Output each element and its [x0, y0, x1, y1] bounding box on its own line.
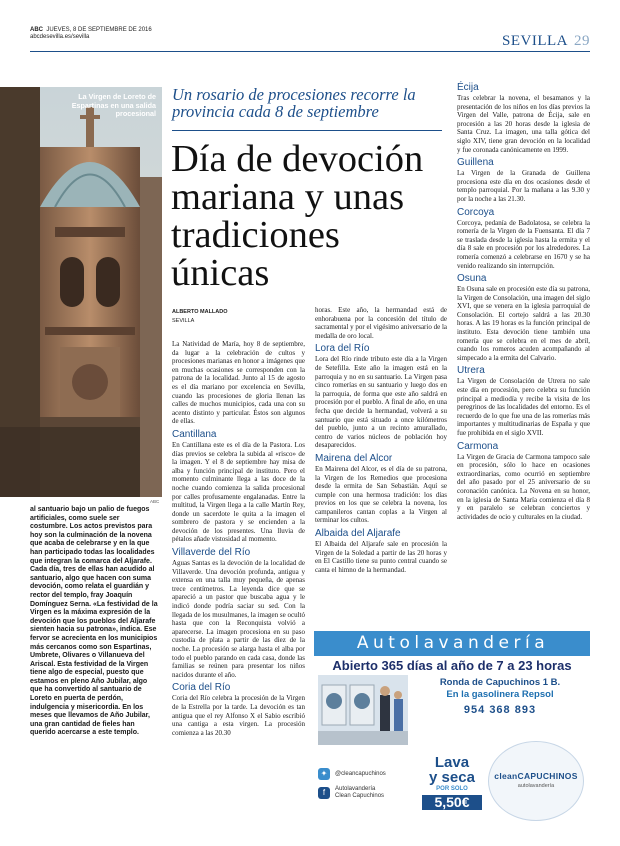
section-body-utrera: La Virgen de Consolación de Utrera no sale este día en procesión, pero celebra su función principal a mediodía y recibe la visita de los peregrinos de las localidades del entorno. Es el recuerdo de lo que fue una de las romerías más importantes y multitudinarias de España y que fue prohibida en el siglo XVII. — [457, 377, 590, 437]
twitter-icon: ✦ — [318, 768, 330, 780]
church-tower-illustration — [0, 87, 162, 497]
section-title-guillena: Guillena — [457, 157, 494, 169]
section-title-mairena: Mairena del Alcor — [315, 452, 393, 464]
section-body-carmona: La Virgen de Gracia de Carmona tampoco sale en procesión, sólo lo hace en ocasiones extraordinarias, como ocurrió en septiembre del año pasado por el 25 aniversario de su coronación canónica. La Novena en su honor, en la iglesia de Santa María comienza el día 8 y en paralelo se celebran conciertos y actividades de ocio y culturales en la ciudad. — [457, 452, 590, 521]
ad-facebook — [318, 786, 418, 800]
ad-y-seca: y seca — [429, 769, 475, 786]
section-title-carmona: Carmona — [457, 440, 499, 452]
header-url: abcdesevilla.es/sevilla — [30, 34, 90, 40]
ad-facebook-line2: Clean Capuchinos — [335, 793, 385, 799]
ad-por-solo: POR SOLO — [436, 786, 468, 792]
ad-logo-subtext: autolavandería — [517, 783, 555, 789]
section-body-ecija: Tras celebrar la novena, el besamanos y la presentación de los niños en los días previos la Virgen del Valle, patrona de Écija, sale en procesión a las 20 horas desde la iglesia de Santa Cruz. La imagen, una talla gótica del siglo XIV, tiene gran devoción en la localidad y fue coronada canónicamente en 1999. — [457, 94, 590, 154]
ad-offer — [422, 755, 482, 810]
section-title-osuna: Osuna — [457, 273, 487, 285]
author-name: ALBERTO MALLADO — [172, 309, 228, 315]
section-title-utrera: Utrera — [457, 365, 485, 377]
section-body-osuna: En Osuna sale en procesión este día su patrona, la Virgen de Consolación, una imagen del siglo XVI, que se venera en la iglesia parroquial de Consolación. El cortejo saldrá a las 20.30 horas. A las 19 horas es la función principal de instituto. Esta devoción tiene también una romería que se celebra en el mes de abril, cuando los romeros acuden acompañando al simpecado a la ermita del Calvario. — [457, 285, 590, 362]
laundromat-illustration — [318, 675, 408, 745]
ad-lava: Lava — [434, 754, 470, 771]
article-intro: La Natividad de María, hoy 8 de septiembre, da lugar a la celebración de cultos y procesiones marianas en honor a imágenes que en muchas ocasiones se corresponden con la patrona de la localidad. Junto al 15 de agosto es el día mariano por excelencia en Sevilla, cuando las procesiones de gloria llenan las calles de muchos municipios, cada una con su acento distinto y particular. Éstos son algunos de ellas. — [172, 340, 305, 426]
section-body-villaverde: Aguas Santas es la devoción de la localidad de Villaverde. Una devoción profunda, antigua y extensa en una talla muy pequeña, de apenas trece centímetros. La leyenda dice que se apareció a un pastor que buscaba agua y le indicó donde podría saciar su sed. Con la llegada de los musulmanes, la imagen se ocultó hasta que con la Reconquista volvió a aparecerse. La imagen procesiona en su paso custodia de plata a partir de las diez de la noche. La procesión se alarga hasta el alba por todo el pueblo parando en cada casa, donde las familias se reúnen para presentar los niños nacidos durante el año. — [172, 559, 305, 679]
article-photo — [0, 87, 162, 497]
section-name: SEVILLA — [502, 33, 568, 49]
page-header-left — [30, 27, 152, 41]
page-number: 29 — [574, 33, 590, 49]
section-title-corcoya: Corcoya — [457, 206, 495, 218]
header-rule — [30, 51, 590, 52]
header-date: JUEVES, 8 DE SEPTIEMBRE DE 2016 — [46, 27, 152, 33]
section-title-ecija: Écija — [457, 82, 479, 93]
ad-facebook-line1: Autolavandería — [335, 786, 376, 792]
ad-social — [318, 768, 418, 806]
section-body-mairena: En Mairena del Alcor, es el día de su patrona, la Virgen de los Remedios que procesiona desde la ermita de San Sebastián. Aquí se cumple con una hermosa tradición: los días previos en los que se celebra la novena, los campanileros cantan coplas a la Virgen al terminar los cultos. — [315, 464, 447, 525]
section-body-guillena: La Virgen de la Granada de Guillena procesiona este día en dos ocasiones desde el templo parroquial. Por la mañana a las 9.30 y por la noche a las 21.30. — [457, 169, 590, 203]
section-body-albaida: El Albaida del Aljarafe sale en procesión la Virgen de la Soledad a partir de las 20 horas y en El Castillo tiene su punto central cuando se canta el himno de la hermandad. — [315, 540, 447, 574]
ad-price: 5,50€ — [422, 795, 482, 810]
article-column-2 — [315, 306, 447, 574]
left-column-text: al santuario bajo un palio de fuegos artificiales, como suele ser costumbre. Los actos previstos para hoy son la culminación de la novena que acaba de celebrarse y en la que han participado todas las localidades que integran la comarca del Aljarafe. Cada día, tres de ellas han acudido al santuario, algo que hacen con suma devoción, como relata el guardián y rector del templo, fray Joaquín Domínguez Serna. «La festividad de la Virgen es la máxima expresión de la devoción que los pueblos del Aljarafe sienten hacia su patrona», indica. Ese fervor se acrecienta en los municipios más cercanos como son Espartinas, Umbrete, Olivares o Villanueva del Ariscal. Esta festividad de la Virgen tiene algo de especial, puesto que estamos en pleno Año Jubilar, algo que ha convertido al santuario de Loreto en puerta de perdón, indulgencia y misericordia. En los meses que llevamos de Año Jubilar, una gran cantidad de fieles han querido acercarse a este templo. — [30, 506, 158, 737]
ad-address-line1: Ronda de Capuchinos 1 B. — [439, 677, 561, 688]
section-title-lora: Lora del Río — [315, 343, 370, 355]
subhead-rule — [172, 130, 442, 131]
section-title-cantillana: Cantillana — [172, 428, 217, 440]
page-header-right — [502, 33, 590, 50]
section-body-coria: Coria del Río celebra la procesión de la Virgen de la Estrella por la tarde. La devoción es tan antigua que el rey Alfonso X el Sabio escribió una cantiga a esta virgen. La procesión comienza a las 20.30 — [172, 694, 305, 737]
ad-address-line2: En la gasolinera Repsol — [446, 689, 554, 700]
ad-brand: Autolavandería — [356, 633, 550, 653]
article-headline: Día de devoción mariana y unas tradiciones únicas — [171, 138, 424, 294]
section-body-lora: Lora del Río rinde tributo este día a la Virgen de Setefilla. Este año la imagen está en la parroquia y no en su santuario. La Virgen pasa cinco romerías en su santuario y luego dos en la parroquia, de forma que este año saldrá en procesión por el pueblo. A final de año, en una fecha que decide la hermandad, volverá a su santuario que está situado a once kilómetros del pueblo, junto a un recinto amurallado, centro de varios núcleos de población hoy desaparecidos. — [315, 355, 447, 450]
article-column-1 — [172, 340, 305, 737]
section-title-albaida: Albaida del Aljarafe — [315, 528, 401, 540]
ad-photo — [318, 675, 408, 745]
ad-twitter-handle: @cleancapuchinos — [335, 770, 386, 777]
facebook-icon: f — [318, 787, 330, 799]
ad-phone: 954 368 893 — [463, 704, 537, 716]
article-subhead: Un rosario de procesiones recorre la provincia cada 8 de septiembre — [172, 85, 416, 121]
byline-location: SEVILLA — [172, 317, 195, 324]
col2-intro: horas. Este año, la hermandad está de enhorabuena por la concesión del título de sacramental y por el vigésimo aniversario de la medalla de oro local. — [315, 306, 447, 340]
ad-address — [414, 677, 586, 701]
ad-logo — [488, 741, 584, 821]
ad-hours: Abierto 365 días al año de 7 a 23 horas — [332, 658, 572, 673]
ad-twitter — [318, 768, 418, 780]
advertisement[interactable] — [314, 631, 590, 826]
section-title-coria: Coria del Río — [172, 682, 231, 694]
ad-logo-text: cleanCAPUCHINOS — [494, 771, 578, 781]
section-body-cantillana: En Cantillana este es el día de la Pastora. Los días previos se celebra la subida al «risco» de la imagen. Y el 8 de septiembre hay misa de alba y función principal de instituto. Pero el momento culminante llega a las doce de la noche cuando comienza la salida procesional por calles profusamente engalanadas. Entre la multitud, la Virgen llega a la calle Martín Rey, donde un sacerdote le quita a la imagen el sombrero de pastora y se encienden a la devoción de los presentes. Una lluvia de pétalos añade vistosidad al momento. — [172, 440, 305, 544]
photo-caption: La Virgen de Loreto de Espartinas en una salida procesional — [71, 92, 156, 119]
section-body-corcoya: Corcoya, pedanía de Badolatosa, se celebra la romería de la Virgen de la Fuensanta. El día 7 se traslada desde la iglesia hasta la ermita y el día 8 sale en procesión por los alrededores. La romería comenzó a celebrarse en 1670 y se ha venido realizando sin interrupción. — [457, 218, 590, 270]
photo-credit: ABC — [150, 499, 160, 504]
article-column-3 — [457, 82, 590, 521]
brand: ABC — [30, 27, 43, 33]
byline — [172, 308, 228, 325]
section-title-villaverde: Villaverde del Río — [172, 547, 251, 559]
